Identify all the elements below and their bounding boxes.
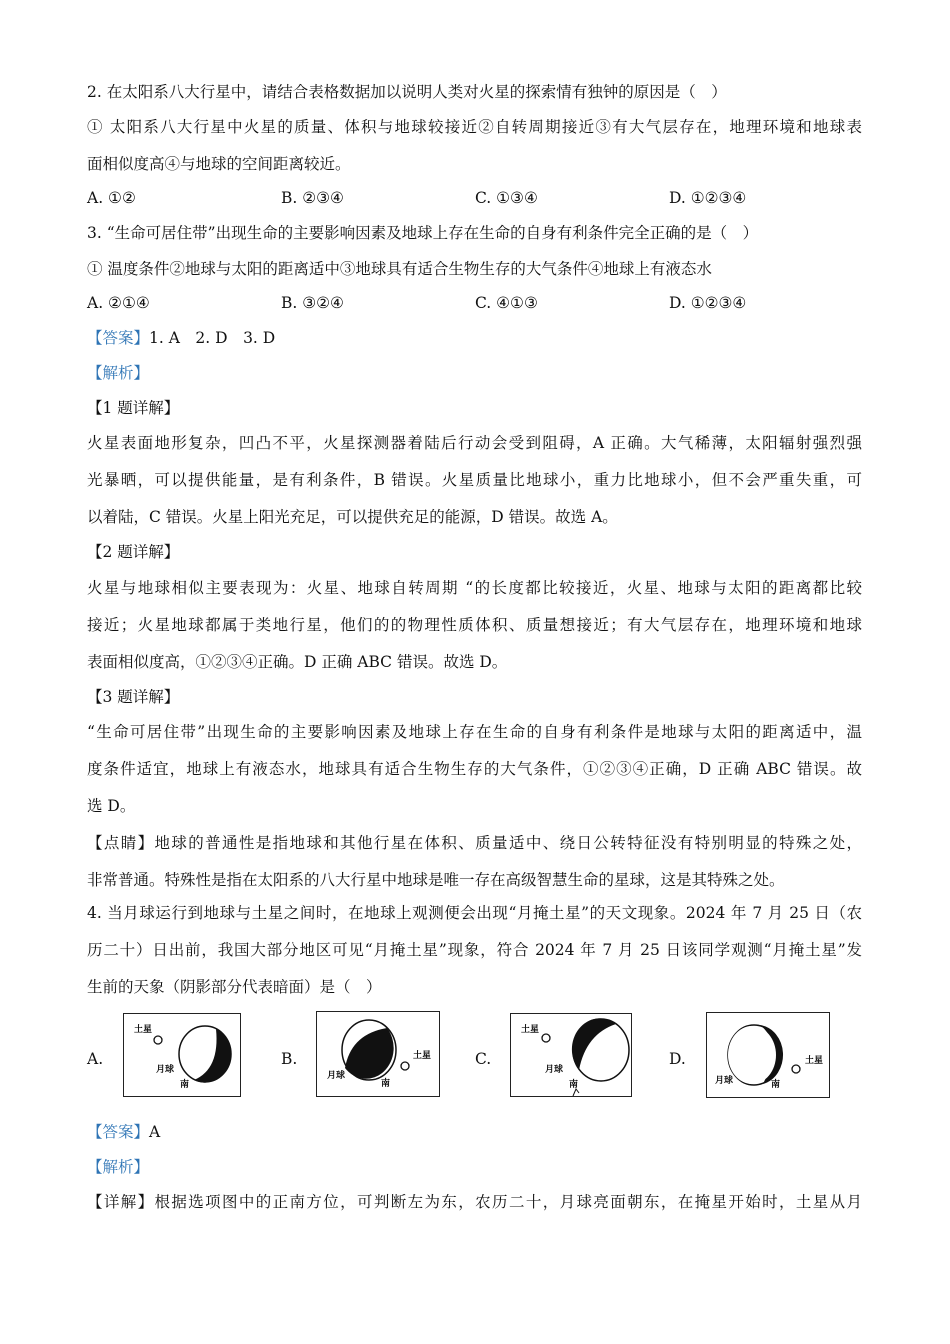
q4-figure-d (706, 1012, 830, 1098)
q3-stem: 3. “生命可居住带”出现生命的主要影响因素及地球上存在生命的自身有利条件完全正确的是（ ） (87, 224, 759, 242)
q2-statements-cont: 面相似度高④与地球的空间距离较近。 (87, 155, 351, 173)
q4-option-d-label: D. (669, 1050, 686, 1068)
q3-option-b: B. ③②④ (281, 294, 344, 312)
q3-option-d: D. ①②③④ (669, 294, 747, 312)
q4-figure-c (510, 1013, 632, 1097)
q2-statements: ① 太阳系八大行星中火星的质量、体积与地球较接近②自转周期接近③有大气层存在，地理环境和地球表 (87, 118, 862, 136)
detail-1-line: 以着陆，C 错误。火星上阳光充足，可以提供充足的能源，D 错误。故选 A。 (87, 508, 618, 526)
q2-option-d: D. ①②③④ (669, 189, 747, 207)
q2-stem: 2. 在太阳系八大行星中，请结合表格数据加以说明人类对火星的探索情有独钟的原因是（ ） (87, 83, 727, 101)
dianjing-line: 非常普通。特殊性是指在太阳系的八大行星中地球是唯一存在高级智慧生命的星球，这是其特殊之处。 (87, 871, 785, 889)
answer-1-3 (87, 328, 862, 348)
detail-4-line: 【详解】根据选项图中的正南方位，可判断左为东，农历二十，月球亮面朝东，在掩星开始时，土星从月 (87, 1193, 862, 1211)
moon-label: 月球 (545, 1065, 564, 1075)
q4-option-b-label: B. (281, 1050, 298, 1068)
q4-stem-line: 4. 当月球运行到地球与土星之间时，在地球上观测便会出现“月掩土星”的天文现象。2024 年 7 月 25 日（农 (87, 904, 862, 922)
detail-3-line: 度条件适宜，地球上有液态水，地球具有适合生物生存的大气条件，①②③④正确，D 正确 ABC 错误。故 (87, 760, 862, 778)
saturn-label: 土星 (805, 1056, 824, 1066)
dianjing-line: 【点睛】地球的普通性是指地球和其他行星在体积、质量适中、绕日公转特征没有特别明显的特殊之处， (87, 834, 862, 852)
detail-2-line: 表面相似度高，①②③④正确。D 正确 ABC 错误。故选 D。 (87, 653, 508, 671)
saturn-label: 土星 (134, 1025, 153, 1035)
q4-option-c-label: C. (475, 1050, 492, 1068)
detail-1-title: 【1 题详解】 (87, 399, 180, 417)
detail-3-line: “生命可居住带”出现生命的主要影响因素及地球上存在生命的自身有利条件是地球与太阳的距离适中，温 (87, 723, 862, 741)
q3-option-a: A. ②①④ (87, 294, 150, 312)
detail-2-line: 火星与地球相似主要表现为：火星、地球自转周期 “的长度都比较接近，火星、地球与太阳的距离都比较 (87, 579, 862, 597)
south-label: 南 (771, 1080, 781, 1090)
q4-figure-b (316, 1011, 440, 1097)
answer-tag: 【答案】 (87, 329, 150, 347)
saturn-label: 土星 (413, 1051, 432, 1061)
analysis-tag: 【解析】 (87, 364, 150, 382)
moon-label: 月球 (715, 1076, 734, 1086)
detail-2-title: 【2 题详解】 (87, 543, 180, 561)
saturn-label: 土星 (521, 1025, 540, 1035)
detail-2-line: 接近；火星地球都属于类地行星，他们的的物理性质体积、质量想接近；有大气层存在，地理环境和地球 (87, 616, 862, 634)
answer-text: A (149, 1123, 161, 1141)
answer-text: 1. A 2. D 3. D (149, 329, 276, 347)
south-label: 南 (180, 1080, 190, 1090)
q2-option-b: B. ②③④ (281, 189, 344, 207)
q4-figure-a (123, 1013, 241, 1097)
q4-stem-line: 历二十）日出前，我国大部分地区可见“月掩土星”现象，符合 2024 年 7 月 25 日该同学观测“月掩土星”发 (87, 941, 862, 959)
q2-option-c: C. ①③④ (475, 189, 538, 207)
q4-option-a-label: A. (87, 1050, 104, 1068)
south-label: 南 (381, 1079, 391, 1089)
detail-3-title: 【3 题详解】 (87, 688, 180, 706)
detail-3-line: 选 D。 (87, 797, 136, 815)
detail-1-line: 光暴晒，可以提供能量，是有利条件，B 错误。火星质量比地球小，重力比地球小，但不会严重失重，可 (87, 471, 862, 489)
analysis-tag: 【解析】 (87, 1158, 150, 1176)
moon-label: 月球 (327, 1071, 346, 1081)
q2-option-a: A. ①② (87, 189, 136, 207)
q3-statements: ① 温度条件②地球与太阳的距离适中③地球具有适合生物生存的大气条件④地球上有液态水 (87, 260, 712, 278)
answer-4 (87, 1122, 862, 1142)
moon-label: 月球 (156, 1065, 175, 1075)
south-label: 南 (569, 1080, 579, 1090)
q3-option-c: C. ④①③ (475, 294, 538, 312)
q4-stem-line: 生前的天象（阴影部分代表暗面）是（ ） (87, 978, 382, 996)
answer-tag: 【答案】 (87, 1123, 150, 1141)
detail-1-line: 火星表面地形复杂，凹凸不平，火星探测器着陆后行动会受到阻碍，A 正确。大气稀薄，太阳辐射强烈强 (87, 434, 862, 452)
